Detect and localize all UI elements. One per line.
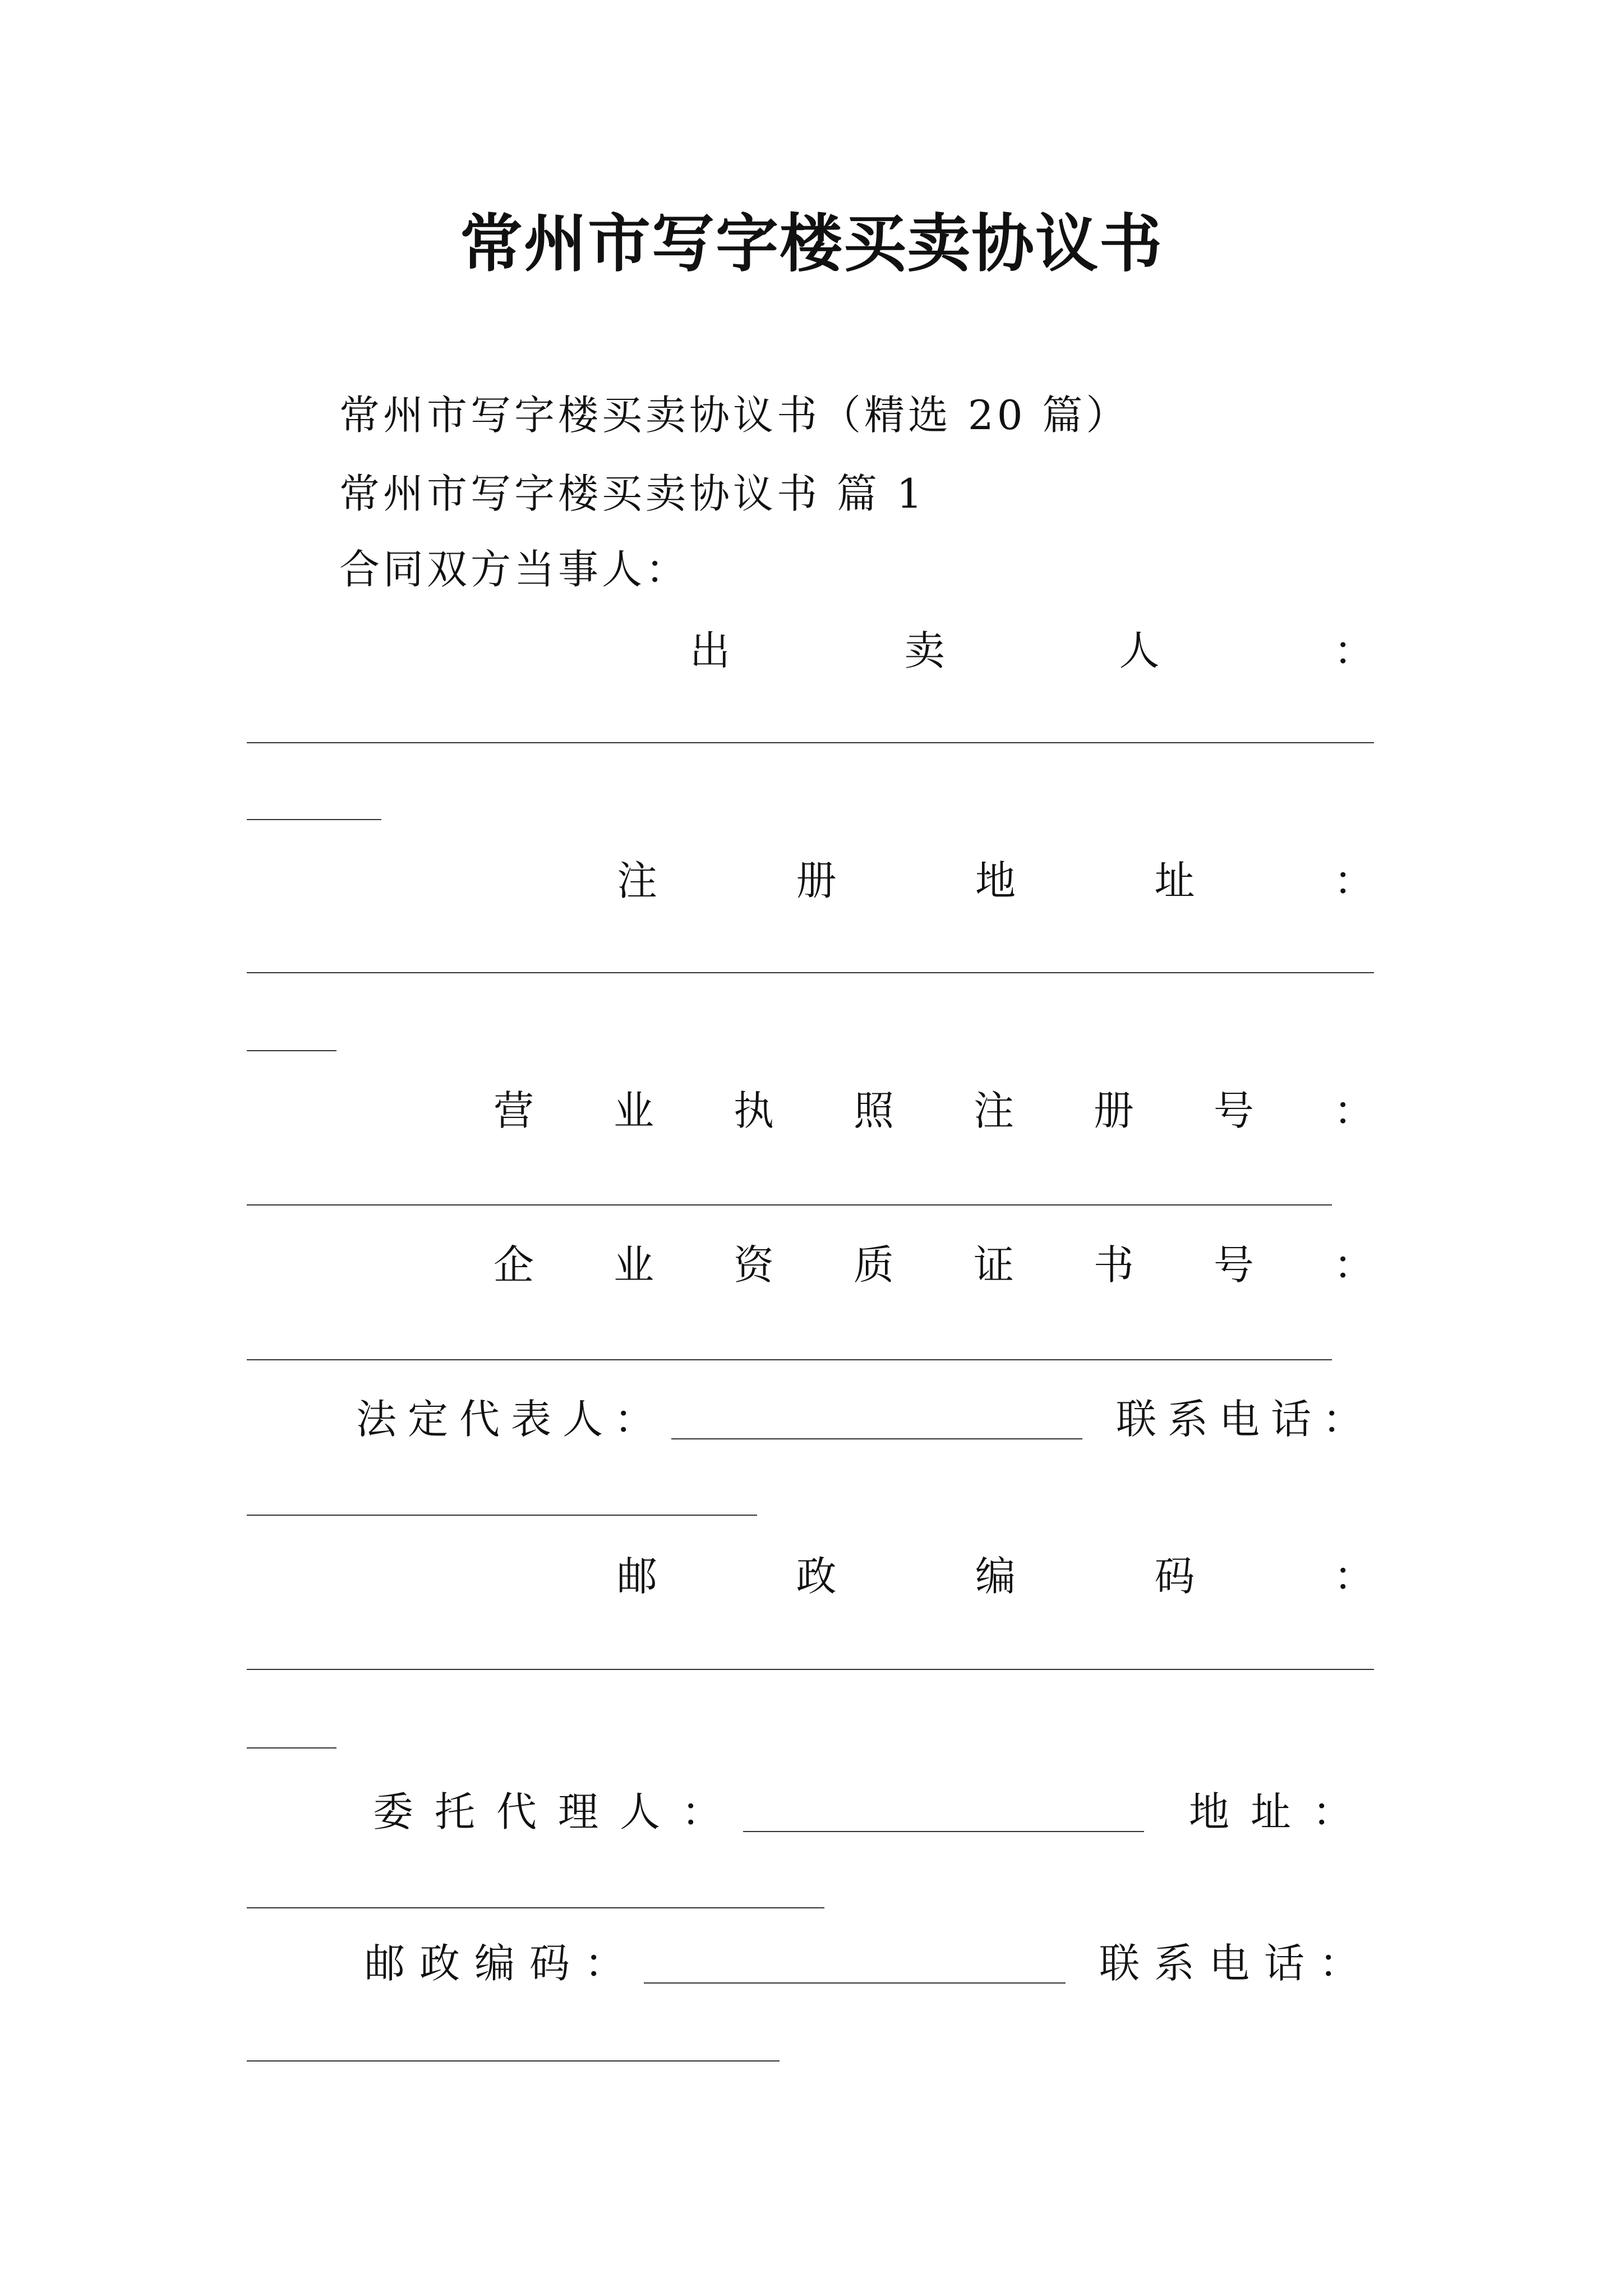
phone-label: 联系电话：	[1115, 1396, 1374, 1443]
phone-blank-line[interactable]	[247, 1515, 757, 1516]
intro-line-3: 合同双方当事人：	[339, 546, 690, 593]
reg-address-blank-line-continued[interactable]	[247, 1050, 336, 1051]
postcode-blank[interactable]	[644, 1943, 1066, 1984]
seller-blank-line-continued[interactable]	[247, 819, 381, 820]
postcode-blank-line[interactable]	[247, 1669, 1374, 1670]
reg-address-blank-line[interactable]	[247, 972, 1374, 973]
legal-rep-label: 法定代表人：	[356, 1396, 666, 1443]
address-label: 地址：	[1188, 1788, 1374, 1835]
agent-blank[interactable]	[743, 1792, 1144, 1832]
qualification-no-label: 企 业 资 质 证 书 号 ：	[494, 1241, 1374, 1289]
postcode-label-2: 邮政编码：	[365, 1940, 640, 1987]
reg-address-label: 注 册 地 址 ：	[617, 857, 1374, 904]
phone-label-2: 联系电话：	[1099, 1940, 1374, 1987]
postcode-label: 邮 政 编 码 ：	[617, 1553, 1374, 1600]
document-title: 常州市写字楼买卖协议书	[460, 207, 1163, 280]
license-no-label: 营 业 执 照 注 册 号 ：	[494, 1087, 1374, 1134]
phone-blank-line-2[interactable]	[247, 2060, 780, 2062]
agent-label: 委托代理人：	[373, 1788, 744, 1835]
license-no-blank-line[interactable]	[247, 1204, 1332, 1205]
seller-label: 出 卖 人 ：	[690, 627, 1374, 674]
qualification-no-blank-line[interactable]	[247, 1359, 1332, 1360]
postcode-blank-line-continued[interactable]	[247, 1747, 336, 1749]
postcode-phone-row	[365, 1935, 1374, 1991]
legal-rep-blank[interactable]	[671, 1399, 1082, 1439]
legal-rep-row	[356, 1391, 1374, 1447]
intro-line-1: 常州市写字楼买卖协议书（精选 20 篇）	[339, 392, 1130, 439]
seller-blank-line[interactable]	[247, 742, 1374, 743]
address-blank-line[interactable]	[247, 1907, 824, 1908]
agent-row	[373, 1784, 1374, 1840]
intro-line-2: 常州市写字楼买卖协议书 篇 1	[339, 470, 926, 517]
